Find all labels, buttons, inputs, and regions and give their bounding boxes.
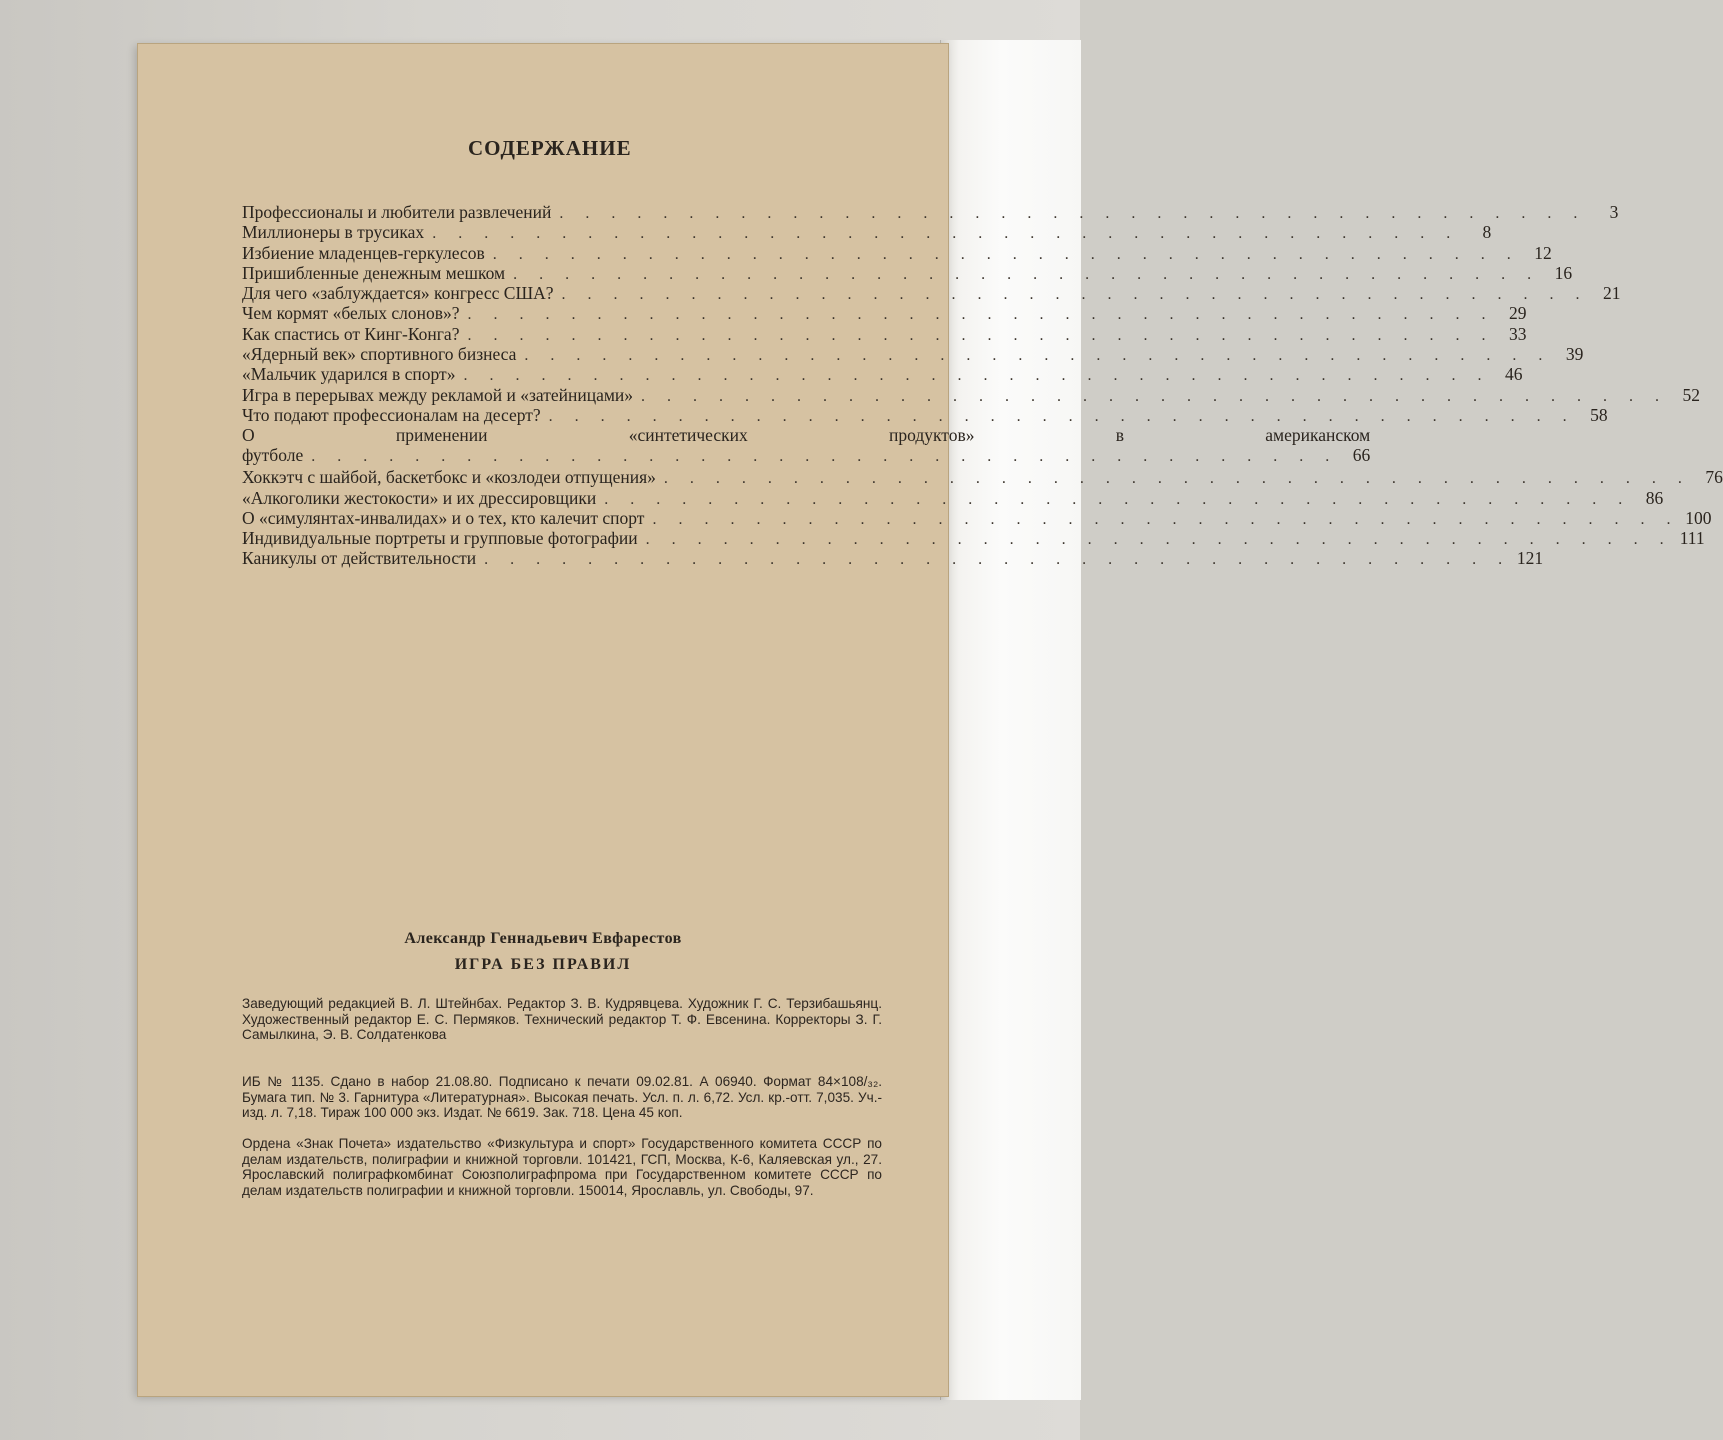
imprint-specs [242, 1074, 882, 1121]
toc-entry-page: 58 [1590, 404, 1608, 425]
toc-entry-title-continued: футболе [242, 445, 304, 466]
toc-entry [242, 303, 1527, 324]
book-page [138, 44, 1723, 1396]
toc-entry-page: 33 [1508, 323, 1527, 344]
toc-entry-page: 39 [1565, 344, 1584, 365]
toc-entry [242, 384, 1701, 405]
toc-entry-title: «Мальчик ударился в спорт» [242, 364, 456, 385]
toc-entry-page: 76 [1705, 467, 1723, 488]
author-name: Александр Геннадьевич Евфарестов [404, 930, 682, 947]
toc-entry [242, 283, 1621, 304]
toc-entry-title: «Ядерный век» спортивного бизнеса [242, 344, 517, 365]
toc-entry [242, 528, 1705, 549]
imprint-editors-text: Заведующий редакцией В. Л. Штейнбах. Редактор З. В. Кудрявцева. Художник Г. С. Терзибашьянц. Художественный редактор Е. С. Пермяков. Технический редактор Т. Ф. Евсенина. Корректоры З. Г. Самылкина, Э. В. Солдатенкова [242, 996, 882, 1042]
toc-leader-dots: . . . . . . . . . . . . . . . . . . . . . . . . . . . . . . . . . . . . . . . . [645, 531, 1673, 549]
toc-entry-title: Для чего «заблуждается» конгресс США? [242, 283, 554, 304]
toc-entry [242, 548, 1544, 569]
toc-entry [242, 202, 1619, 222]
toc-leader-dots: . . . . . . . . . . . . . . . . . . . . . . . . . . . . . . . . . . . . . . . . [559, 205, 1587, 222]
toc-leader-dots: . . . . . . . . . . . . . . . . . . . . . . . . . . . . . . . . . . . . . . . . [484, 551, 1512, 569]
toc-entry-title: Избиение младенцев-геркулесов [242, 242, 485, 263]
toc-leader-dots: . . . . . . . . . . . . . . . . . . . . . . . . . . . . . . . . . . . . . . . . [524, 347, 1552, 365]
toc-entry-page: 52 [1682, 384, 1701, 405]
toc-entry-title: Профессионалы и любители развлечений [242, 202, 552, 222]
toc-entry-page: 46 [1504, 364, 1523, 385]
toc-leader-dots: . . . . . . . . . . . . . . . . . . . . . . . . . . . . . . . . . . . . . . . . [604, 490, 1632, 508]
toc-entry-title: Миллионеры в трусиках [242, 222, 425, 243]
toc-entry-title: Индивидуальные портреты и групповые фотографии [242, 528, 638, 549]
imprint-editors [242, 996, 882, 1043]
toc-entry-page: 8 [1482, 222, 1492, 243]
toc-entry-page: 29 [1509, 303, 1527, 324]
toc-entry-title: Каникулы от действительности [242, 548, 477, 569]
toc-entry-page: 3 [1609, 202, 1619, 222]
toc-entry [242, 487, 1664, 508]
toc-entry-title: Чем кормят «белых слонов»? [242, 303, 460, 324]
toc-entry-page: 21 [1603, 283, 1621, 304]
toc-entry [242, 404, 1608, 425]
toc-entry [242, 507, 1712, 528]
toc-entry-title: Как спастись от Кинг-Конга? [242, 323, 460, 344]
toc-entry-page: 121 [1516, 548, 1544, 569]
toc-entry-page: 86 [1645, 487, 1664, 508]
toc-leader-dots: . . . . . . . . . . . . . . . . . . . . . . . . . . . . . . . . . . . . . . . . [492, 245, 1520, 263]
toc-leader-dots: . . . . . . . . . . . . . . . . . . . . . . . . . . . . . . . . . . . . . . . . [652, 510, 1680, 528]
toc-leader-dots: . . . . . . . . . . . . . . . . . . . . . . . . . . . . . . . . . . . . . . . . [513, 265, 1541, 283]
toc-entry-title: О «симулянтах-инвалидах» и о тех, кто калечит спорт [242, 507, 645, 528]
toc-entry [242, 222, 1492, 243]
toc-entry [242, 425, 1371, 467]
book-title: ИГРА БЕЗ ПРАВИЛ [454, 956, 632, 973]
toc-entry-title: Что подают профессионалам на десерт? [242, 404, 541, 425]
toc-leader-dots: . . . . . . . . . . . . . . . . . . . . . . . . . . . . . . . . . . . . . . . . [311, 448, 1339, 466]
imprint-publisher [242, 1136, 882, 1198]
imprint-specs-text: ИБ № 1135. Сдано в набор 21.08.80. Подписано к печати 09.02.81. А 06940. Формат 84×108/₃₂. Бумага тип. № 3. Гарнитура «Литературная». Высокая печать. Усл. п. л. 6,72. Усл. кр.-отт. 7,035. Уч.-изд. л. 7,18. Тираж 100 000 экз. Издат. № 6619. Зак. 718. Цена 45 коп. [242, 1074, 882, 1120]
toc-entry-title: Игра в перерывах между рекламой и «затейницами» [242, 384, 634, 405]
contents-heading: СОДЕРЖАНИЕ [468, 136, 632, 160]
toc-entry [242, 323, 1527, 344]
toc-entry-page: 16 [1554, 262, 1573, 283]
toc-entry [242, 467, 1723, 488]
table-of-contents [242, 202, 1723, 569]
toc-leader-dots: . . . . . . . . . . . . . . . . . . . . . . . . . . . . . . . . . . . . . . . . [467, 326, 1495, 344]
toc-entry-title: Хоккэтч с шайбой, баскетбокс и «козлодеи отпущения» [242, 467, 656, 488]
toc-entry [242, 364, 1523, 385]
toc-entry-title: «Алкоголики жестокости» и их дрессировщики [242, 487, 597, 508]
toc-entry [242, 344, 1584, 365]
toc-leader-dots: . . . . . . . . . . . . . . . . . . . . . . . . . . . . . . . . . . . . . . . . [432, 225, 1460, 243]
toc-leader-dots: . . . . . . . . . . . . . . . . . . . . . . . . . . . . . . . . . . . . . . . . [463, 367, 1491, 385]
toc-entry-title: О применении «синтетических продуктов» в американском [242, 425, 1371, 446]
toc-leader-dots: . . . . . . . . . . . . . . . . . . . . . . . . . . . . . . . . . . . . . . . . [641, 387, 1669, 405]
toc-entry-page: 12 [1534, 242, 1552, 263]
imprint-publisher-text: Ордена «Знак Почета» издательство «Физкультура и спорт» Государственного комитета СССР по делам издательств, полиграфии и книжной торговли. 101421, ГСП, Москва, К-6, Каляевская ул., 27. Ярославский полиграфкомбинат Союзполиграфпрома при Государственном комитете СССР по делам издательств полиграфии и книжной торговли. 150014, Ярославль, ул. Свободы, 97. [242, 1136, 882, 1198]
toc-entry [242, 242, 1552, 263]
toc-entry-page: 66 [1352, 445, 1371, 466]
toc-entry-title: Пришибленные денежным мешком [242, 262, 506, 283]
toc-leader-dots: . . . . . . . . . . . . . . . . . . . . . . . . . . . . . . . . . . . . . . . . [548, 407, 1576, 425]
toc-entry-page: 100 [1685, 507, 1712, 528]
toc-entry [242, 262, 1573, 283]
toc-leader-dots: . . . . . . . . . . . . . . . . . . . . . . . . . . . . . . . . . . . . . . . . [467, 306, 1495, 324]
toc-leader-dots: . . . . . . . . . . . . . . . . . . . . . . . . . . . . . . . . . . . . . . . . [663, 470, 1691, 488]
toc-leader-dots: . . . . . . . . . . . . . . . . . . . . . . . . . . . . . . . . . . . . . . . . [561, 286, 1589, 304]
toc-entry-page: 111 [1679, 528, 1705, 549]
